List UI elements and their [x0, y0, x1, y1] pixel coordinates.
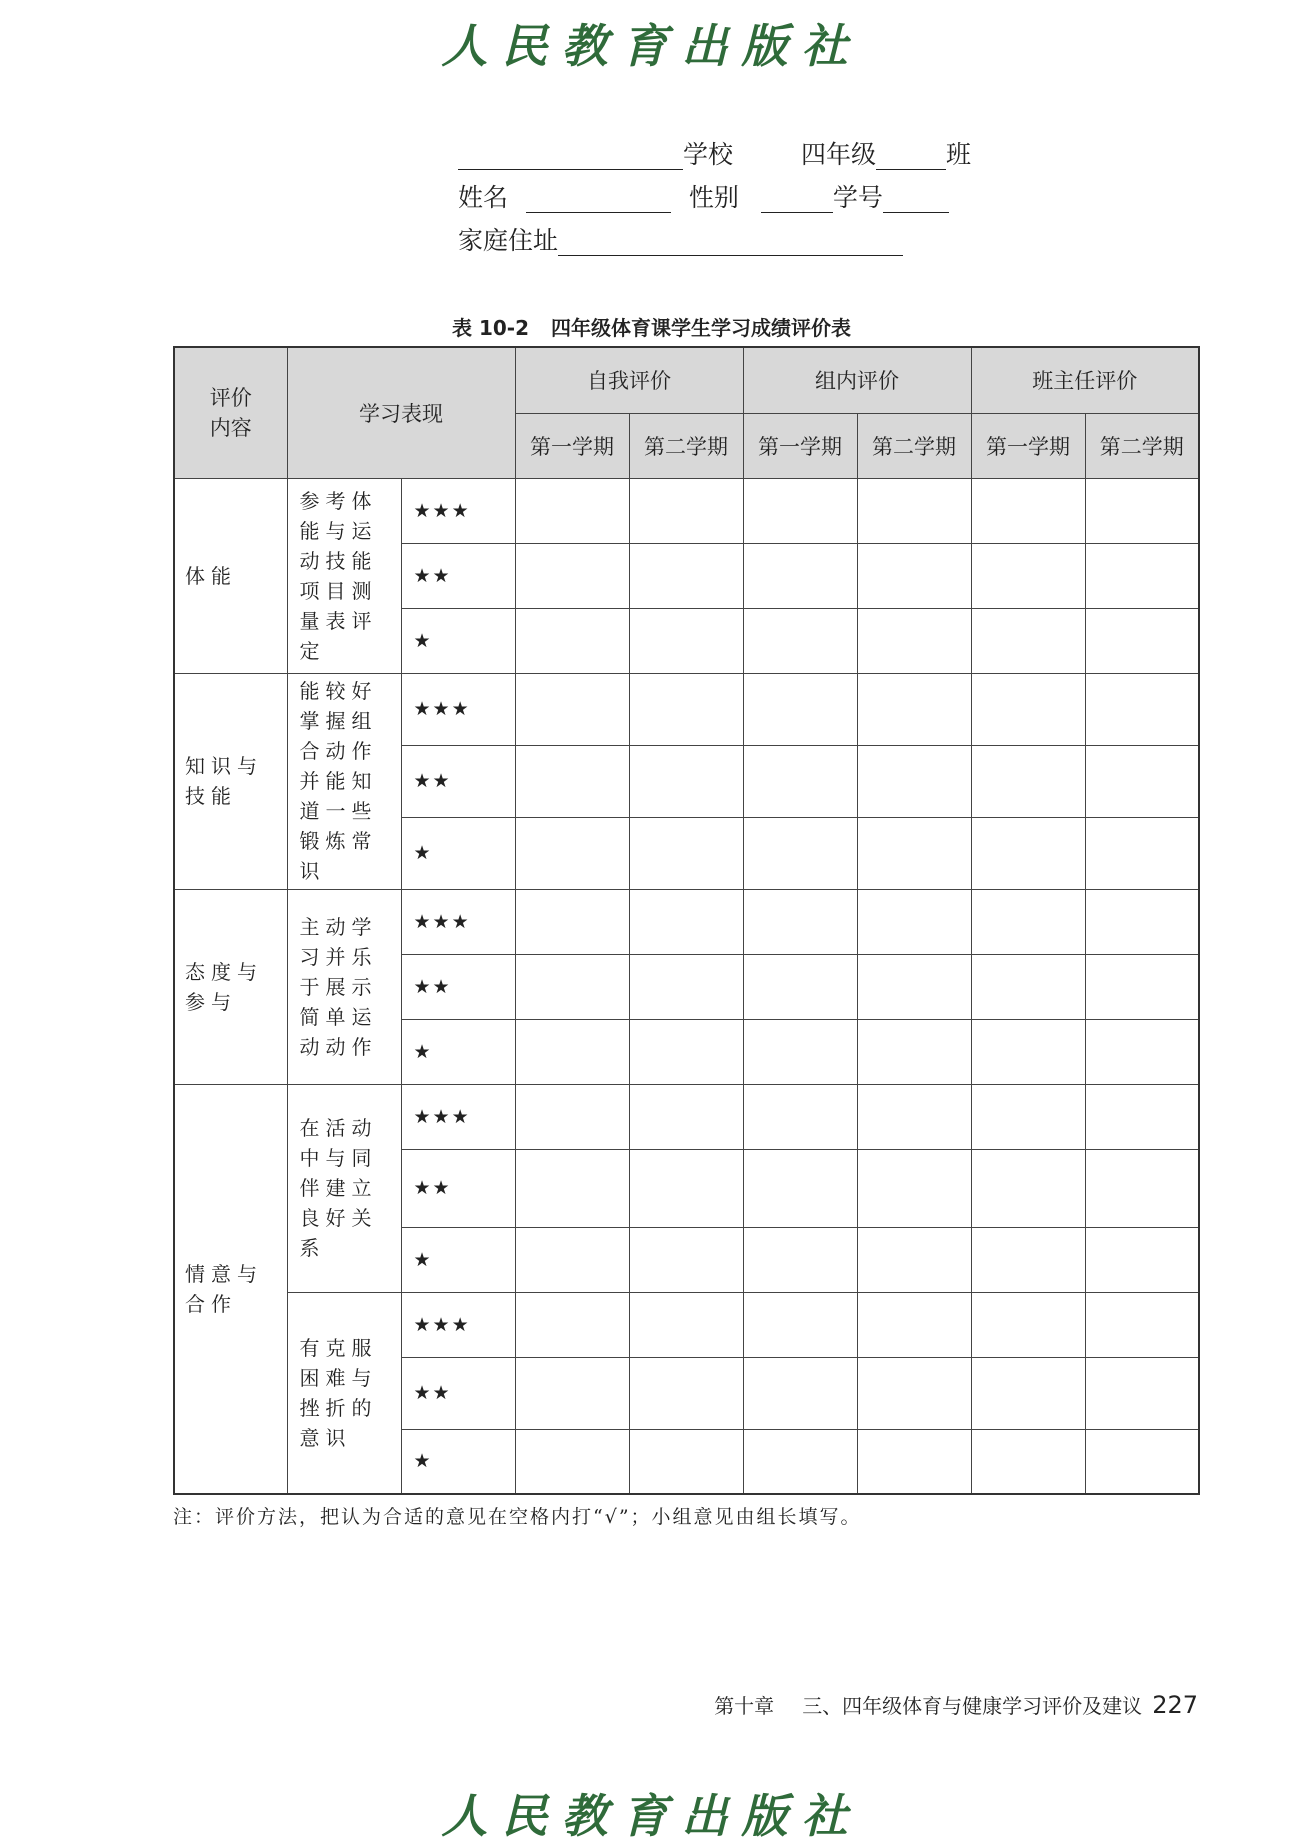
check-cell[interactable] [629, 478, 743, 543]
check-cell[interactable] [515, 889, 629, 954]
criterion-cell: 有克服困难与挫折的意识 [287, 1292, 401, 1494]
rating-stars: ★ [401, 817, 515, 889]
school-blank[interactable] [458, 145, 683, 170]
header-content: 评价内容 [174, 347, 287, 478]
school-label: 学校 [683, 140, 734, 169]
table-row [174, 673, 1199, 745]
check-cell[interactable] [971, 478, 1085, 543]
check-cell[interactable] [743, 1019, 857, 1084]
name-label: 姓名 [458, 183, 509, 212]
check-cell[interactable] [515, 478, 629, 543]
check-cell[interactable] [629, 1357, 743, 1429]
check-cell[interactable] [971, 1429, 1085, 1494]
check-cell[interactable] [743, 1292, 857, 1357]
check-cell[interactable] [743, 1084, 857, 1149]
rating-stars: ★★★ [401, 1084, 515, 1149]
evaluation-table [173, 346, 1200, 1495]
grade-label: 四年级 [800, 140, 876, 169]
check-cell[interactable] [971, 745, 1085, 817]
publisher-watermark-bottom: 人民教育出版社 [441, 1789, 862, 1843]
check-cell[interactable] [743, 1357, 857, 1429]
rating-stars: ★ [401, 608, 515, 673]
table-caption [0, 312, 1303, 341]
check-cell[interactable] [743, 1429, 857, 1494]
name-line [458, 183, 949, 213]
check-cell[interactable] [1085, 1292, 1199, 1357]
check-cell[interactable] [857, 1019, 971, 1084]
check-cell[interactable] [857, 1149, 971, 1227]
criterion-cell: 主动学习并乐于展示简单运动动作 [287, 889, 401, 1084]
header-performance: 学习表现 [287, 347, 515, 478]
gender-blank[interactable] [761, 188, 833, 213]
check-cell[interactable] [743, 817, 857, 889]
rating-stars: ★★ [401, 1149, 515, 1227]
check-cell[interactable] [515, 1357, 629, 1429]
rating-stars: ★★★ [401, 1292, 515, 1357]
category-cell: 情意与合作 [174, 1084, 287, 1494]
check-cell[interactable] [857, 954, 971, 1019]
check-cell[interactable] [743, 543, 857, 608]
page-footer [714, 1690, 1198, 1719]
category-cell: 态度与参与 [174, 889, 287, 1084]
table-note: 注：评价方法，把认为合适的意见在空格内打“√”；小组意见由组长填写。 [173, 1506, 862, 1528]
table-row [174, 478, 1199, 543]
check-cell[interactable] [857, 817, 971, 889]
header-sem1: 第一学期 [515, 413, 629, 478]
check-cell[interactable] [1085, 954, 1199, 1019]
check-cell[interactable] [971, 1227, 1085, 1292]
rating-stars: ★ [401, 1019, 515, 1084]
header-sem2: 第二学期 [629, 413, 743, 478]
student-no-blank[interactable] [883, 188, 949, 213]
check-cell[interactable] [971, 1019, 1085, 1084]
check-cell[interactable] [743, 1227, 857, 1292]
header-sem1: 第一学期 [971, 413, 1085, 478]
table-row [174, 1084, 1199, 1149]
name-blank[interactable] [526, 188, 671, 213]
check-cell[interactable] [971, 1149, 1085, 1227]
header-sem1: 第一学期 [743, 413, 857, 478]
check-cell[interactable] [971, 543, 1085, 608]
check-cell[interactable] [1085, 478, 1199, 543]
check-cell[interactable] [515, 745, 629, 817]
check-cell[interactable] [971, 1292, 1085, 1357]
check-cell[interactable] [515, 608, 629, 673]
class-label: 班 [945, 140, 971, 169]
header-sem2: 第二学期 [857, 413, 971, 478]
check-cell[interactable] [629, 673, 743, 745]
check-cell[interactable] [971, 817, 1085, 889]
check-cell[interactable] [1085, 1357, 1199, 1429]
rating-stars: ★★★ [401, 889, 515, 954]
criterion-cell: 能较好掌握组合动作并能知道一些锻炼常识 [287, 673, 401, 889]
category-cell: 知识与技能 [174, 673, 287, 889]
check-cell[interactable] [1085, 1149, 1199, 1227]
check-cell[interactable] [971, 1084, 1085, 1149]
check-cell[interactable] [857, 1429, 971, 1494]
rating-stars: ★ [401, 1429, 515, 1494]
header-teacher-eval: 班主任评价 [971, 347, 1199, 413]
check-cell[interactable] [1085, 745, 1199, 817]
check-cell[interactable] [857, 1292, 971, 1357]
check-cell[interactable] [629, 954, 743, 1019]
check-cell[interactable] [1085, 817, 1199, 889]
check-cell[interactable] [515, 817, 629, 889]
address-blank[interactable] [558, 231, 903, 256]
check-cell[interactable] [857, 673, 971, 745]
check-cell[interactable] [1085, 1019, 1199, 1084]
category-cell: 体能 [174, 478, 287, 673]
check-cell[interactable] [515, 1149, 629, 1227]
check-cell[interactable] [1085, 543, 1199, 608]
check-cell[interactable] [629, 543, 743, 608]
check-cell[interactable] [743, 1149, 857, 1227]
check-cell[interactable] [743, 954, 857, 1019]
check-cell[interactable] [743, 478, 857, 543]
check-cell[interactable] [857, 745, 971, 817]
check-cell[interactable] [743, 889, 857, 954]
check-cell[interactable] [743, 608, 857, 673]
header-self-eval: 自我评价 [515, 347, 743, 413]
check-cell[interactable] [1085, 673, 1199, 745]
check-cell[interactable] [629, 608, 743, 673]
criterion-cell: 参考体能与运动技能项目测量表评定 [287, 478, 401, 673]
check-cell[interactable] [971, 673, 1085, 745]
check-cell[interactable] [1085, 1084, 1199, 1149]
school-line [458, 140, 971, 170]
check-cell[interactable] [971, 889, 1085, 954]
check-cell[interactable] [1085, 889, 1199, 954]
rating-stars: ★★ [401, 1357, 515, 1429]
table-row [174, 1292, 1199, 1357]
check-cell[interactable] [515, 1429, 629, 1494]
check-cell[interactable] [857, 608, 971, 673]
check-cell[interactable] [1085, 1429, 1199, 1494]
check-cell[interactable] [743, 673, 857, 745]
check-cell[interactable] [515, 954, 629, 1019]
criterion-cell: 在活动中与同伴建立良好关系 [287, 1084, 401, 1292]
check-cell[interactable] [629, 1019, 743, 1084]
page-number: 227 [1152, 1691, 1198, 1719]
footer-chapter: 第十章 [714, 1694, 775, 1718]
check-cell[interactable] [515, 673, 629, 745]
student-no-label: 学号 [832, 183, 883, 212]
rating-stars: ★★★ [401, 673, 515, 745]
table-row [174, 889, 1199, 954]
check-cell[interactable] [515, 1292, 629, 1357]
check-cell[interactable] [857, 1084, 971, 1149]
table-number: 表 10-2 [451, 316, 529, 340]
rating-stars: ★★ [401, 745, 515, 817]
check-cell[interactable] [515, 543, 629, 608]
gender-label: 性别 [688, 183, 739, 212]
header-sem2: 第二学期 [1085, 413, 1199, 478]
check-cell[interactable] [857, 1357, 971, 1429]
check-cell[interactable] [629, 1292, 743, 1357]
table-title: 四年级体育课学生学习成绩评价表 [551, 316, 851, 340]
rating-stars: ★★★ [401, 478, 515, 543]
check-cell[interactable] [857, 1227, 971, 1292]
rating-stars: ★ [401, 1227, 515, 1292]
table-body [174, 478, 1199, 1494]
check-cell[interactable] [629, 817, 743, 889]
check-cell[interactable] [515, 1019, 629, 1084]
check-cell[interactable] [971, 608, 1085, 673]
check-cell[interactable] [515, 1084, 629, 1149]
publisher-watermark-top: 人民教育出版社 [441, 19, 862, 73]
header-group-eval: 组内评价 [743, 347, 971, 413]
address-line [458, 226, 903, 256]
rating-stars: ★★ [401, 543, 515, 608]
check-cell[interactable] [971, 954, 1085, 1019]
check-cell[interactable] [1085, 1227, 1199, 1292]
rating-stars: ★★ [401, 954, 515, 1019]
check-cell[interactable] [515, 1227, 629, 1292]
check-cell[interactable] [629, 1429, 743, 1494]
check-cell[interactable] [857, 889, 971, 954]
check-cell[interactable] [629, 1227, 743, 1292]
check-cell[interactable] [857, 543, 971, 608]
check-cell[interactable] [1085, 608, 1199, 673]
footer-section: 三、四年级体育与健康学习评价及建议 [802, 1694, 1143, 1718]
class-blank[interactable] [876, 145, 946, 170]
check-cell[interactable] [743, 745, 857, 817]
check-cell[interactable] [629, 1084, 743, 1149]
check-cell[interactable] [971, 1357, 1085, 1429]
check-cell[interactable] [629, 889, 743, 954]
check-cell[interactable] [629, 745, 743, 817]
address-label: 家庭住址 [458, 226, 559, 255]
check-cell[interactable] [857, 478, 971, 543]
check-cell[interactable] [629, 1149, 743, 1227]
